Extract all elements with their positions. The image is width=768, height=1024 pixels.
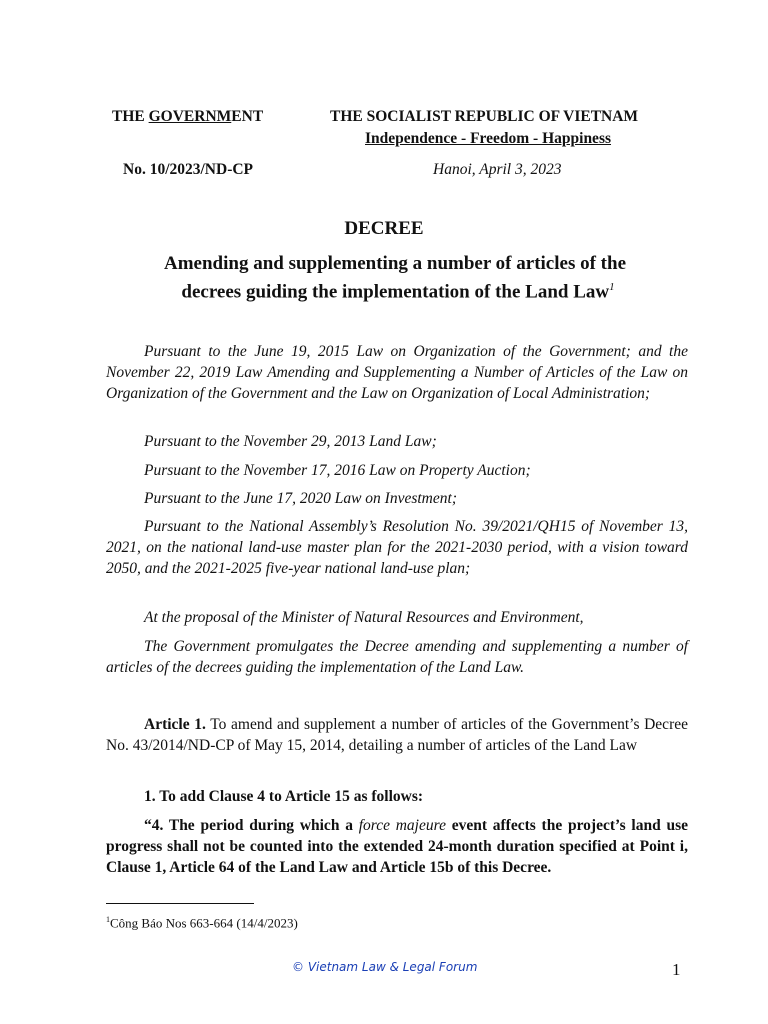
preamble-paragraph: Pursuant to the June 19, 2015 Law on Organization of the Government; and the November 22, 2019 Law Amending and Supplementing a Number of Articles of the Law on Organization of the Government and the Law on Organization of Local Administration; [106,343,688,402]
preamble-paragraph: Pursuant to the November 29, 2013 Land Law; [144,433,437,450]
copyright-footer: © Vietnam Law & Legal Forum [292,960,478,974]
footnote-separator [106,903,254,904]
preamble-paragraph: Pursuant to the June 17, 2020 Law on Investment; [144,490,457,507]
republic-name: THE SOCIALIST REPUBLIC OF VIETNAM [330,108,639,125]
national-motto: Independence - Freedom - Happiness [365,130,612,147]
decree-number: No. 10/2023/ND-CP [123,161,254,178]
preamble-paragraph: Pursuant to the November 17, 2016 Law on Property Auction; [144,462,531,479]
decree-title-line-2: decrees guiding the implementation of the Land Law$^1$ [181,281,615,303]
preamble-paragraph: At the proposal of the Minister of Natural Resources and Environment, [144,609,584,626]
page-number: 1 [672,960,681,979]
document-type: DECREE [344,218,424,239]
clause-1-heading: 1. To add Clause 4 to Article 15 as follows: [144,788,424,805]
place-and-date: Hanoi, April 3, 2023 [433,161,562,178]
preamble-paragraph: Pursuant to the National Assembly’s Resolution No. 39/2021/QH15 of November 13, 2021, on the national land-use master plan for the 2021-2030 period, with a vision toward 2050, and the 2021-2025 five-year national land-use plan; [106,518,688,577]
footnote-reference[interactable]: 1 [609,281,615,293]
decree-title-line-1: Amending and supplementing a number of articles of the [163,253,626,274]
promulgation-statement: The Government promulgates the Decree amending and supplementing a number of articles of the decrees guiding the implementation of the Land Law. [106,638,688,676]
article-1: Article 1. To amend and supplement a number of articles of the Government’s Decree No. 43/2014/ND-CP of May 15, 2014, detailing a number of articles of the Land Law [106,716,688,754]
issuer-name: THE GOVERNMENT [112,108,264,125]
clause-4-quote: “4. The period during which a force majeure event affects the project’s land use progress shall not be counted into the extended 24-month duration specified at Point i, Clause 1, Article 64 of the Land Law and Article 15b of this Decree. [106,817,688,876]
footnote: $^1$Công Báo Nos 663-664 (14/4/2023) [106,915,298,931]
article-1-label: Article 1. [144,716,206,733]
